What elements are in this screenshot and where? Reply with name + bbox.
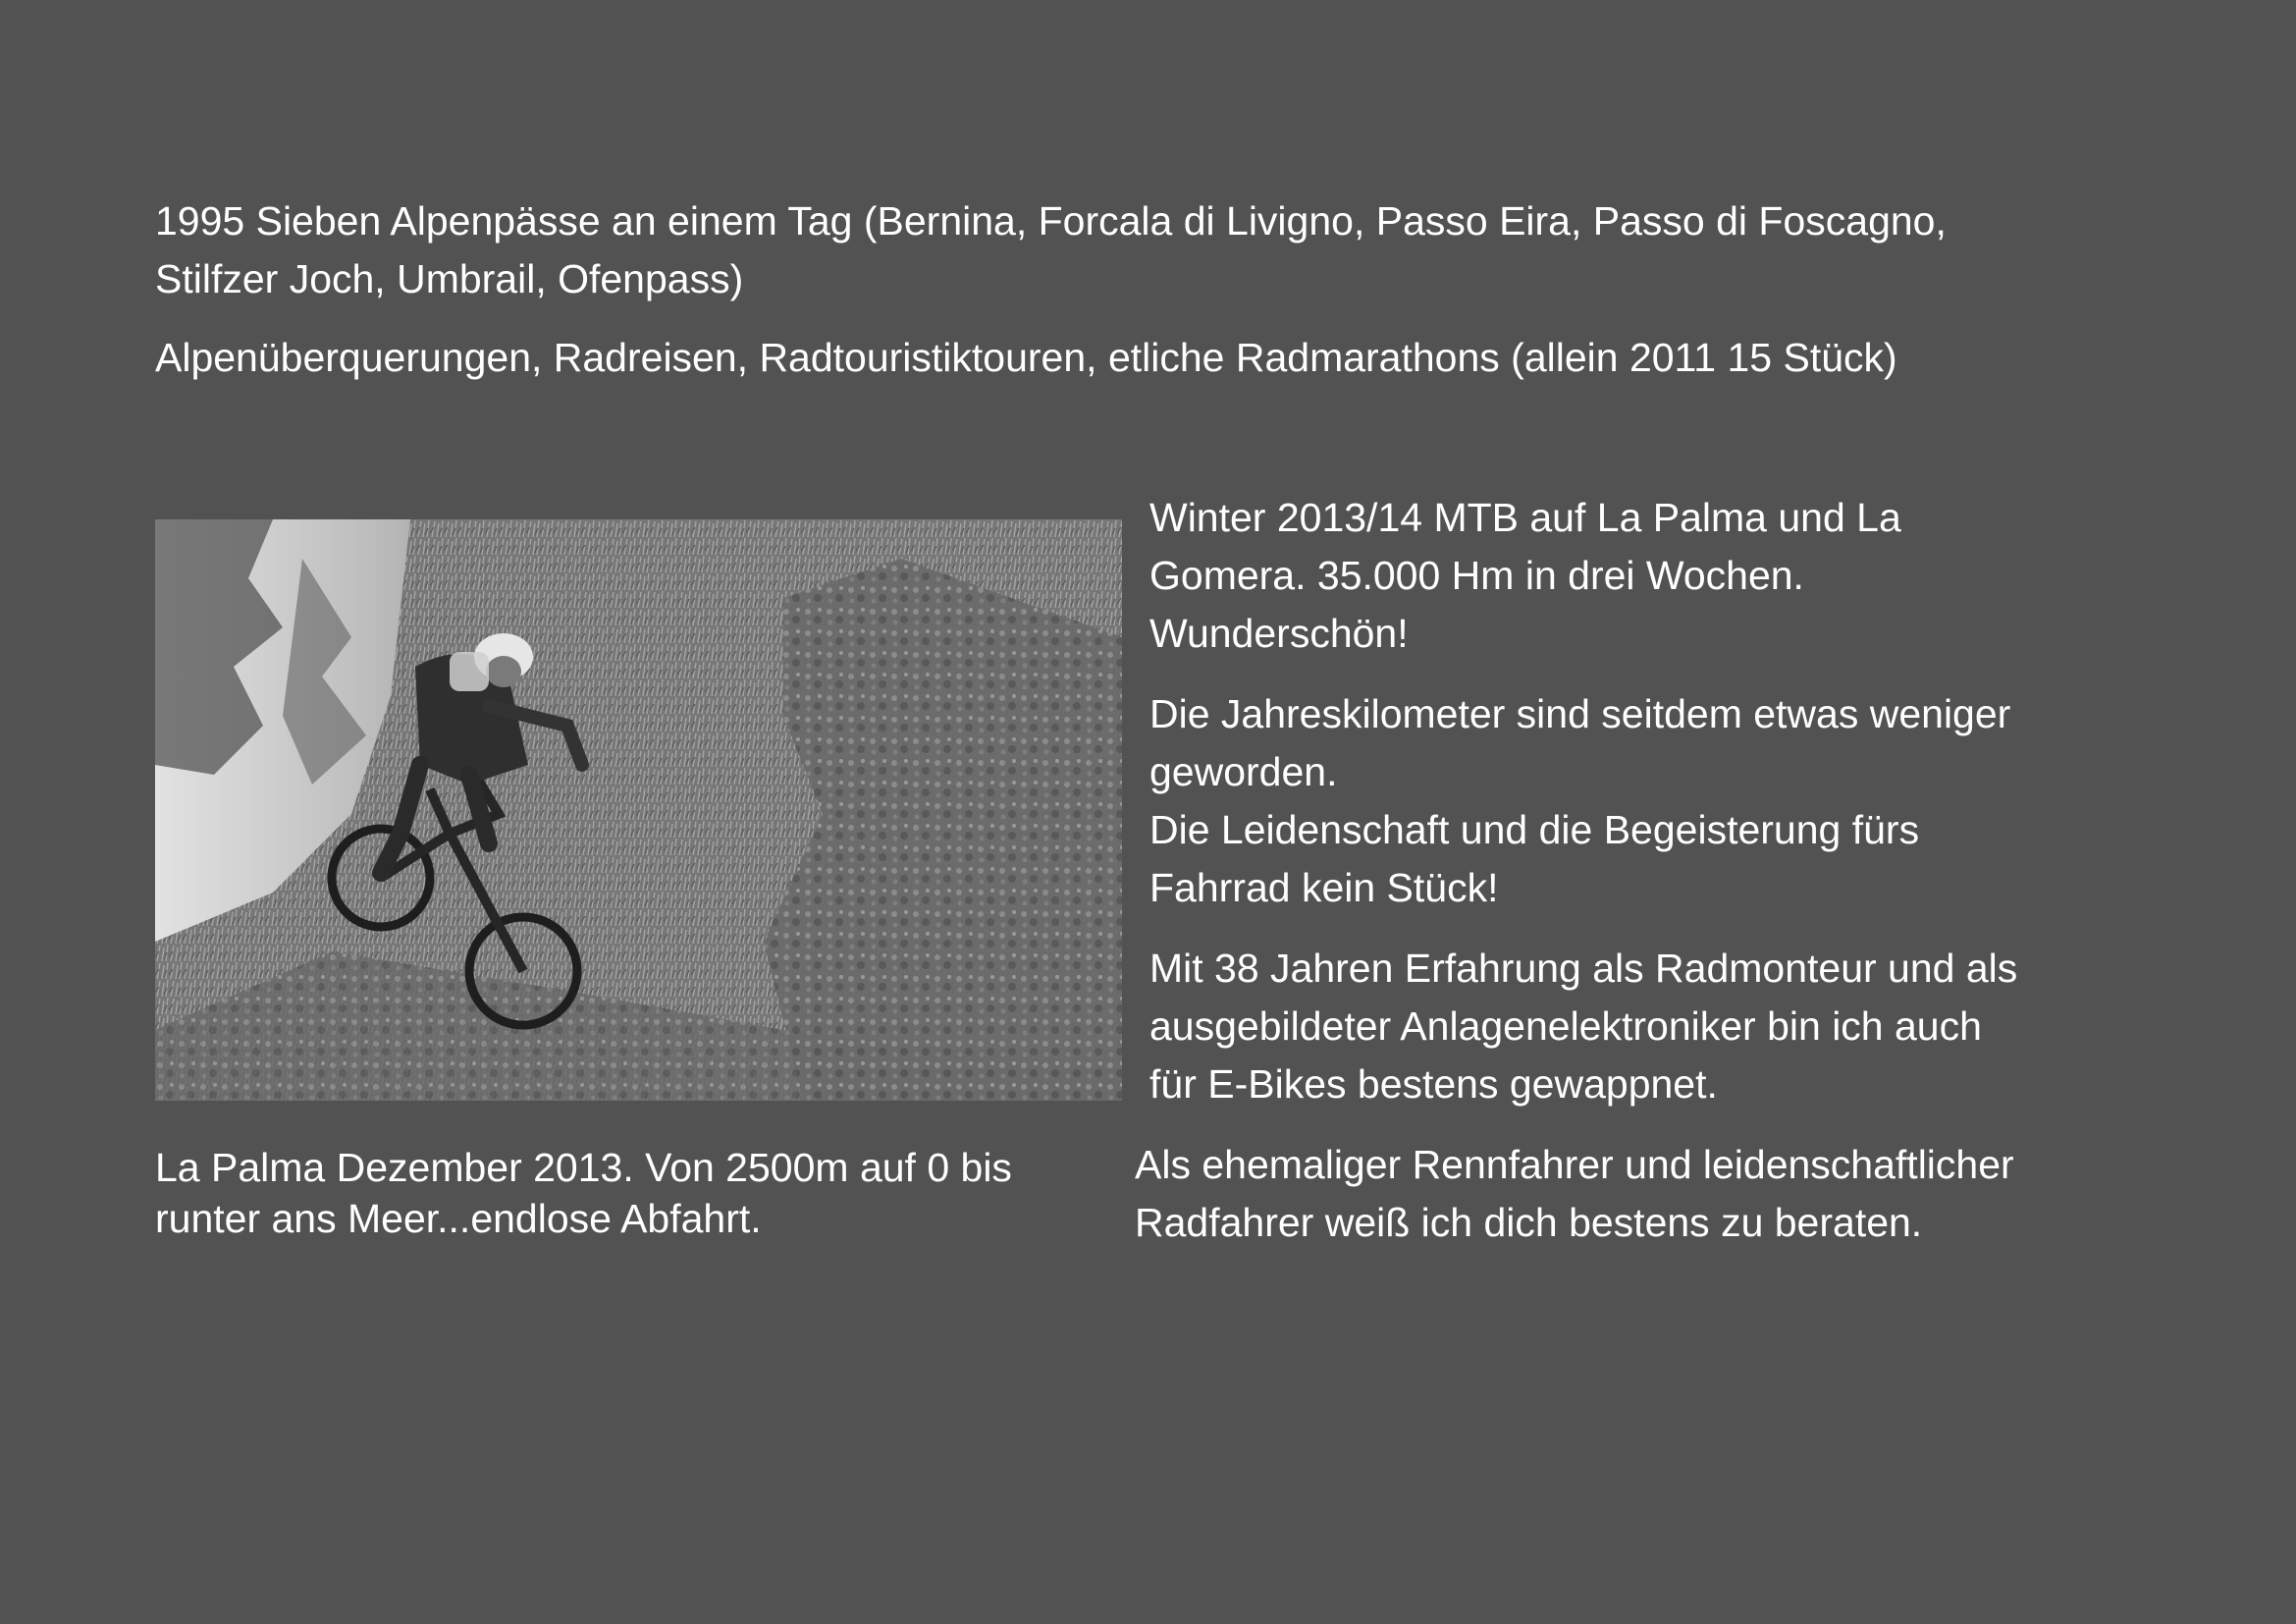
- text-line: Wunderschön!: [1149, 611, 1409, 656]
- intro-paragraph-crossings: [155, 329, 1897, 387]
- text-line: Stilfzer Joch, Umbrail, Ofenpass): [155, 256, 744, 301]
- text-line: geworden.: [1149, 749, 1338, 794]
- text-line: 1995 Sieben Alpenpässe an einem Tag (Bernina, Forcala di Livigno, Passo Eira, Passo di Foscagno,: [155, 198, 1947, 244]
- text-line: ausgebildeter Anlagenelektroniker bin ich auch: [1149, 1003, 1982, 1049]
- paragraph-winter-mtb: [1149, 489, 1901, 663]
- text-line: Winter 2013/14 MTB auf La Palma und La: [1149, 495, 1901, 540]
- text-line: Alpenüberquerungen, Radreisen, Radtouristiktouren, etliche Radmarathons (allein 2011 15 Stück): [155, 335, 1897, 380]
- text-line: Gomera. 35.000 Hm in drei Wochen.: [1149, 553, 1804, 598]
- text-line: La Palma Dezember 2013. Von 2500m auf 0 bis: [155, 1145, 1012, 1190]
- text-line: Fahrrad kein Stück!: [1149, 865, 1499, 910]
- text-line: runter ans Meer...endlose Abfahrt.: [155, 1196, 762, 1241]
- text-line: Radfahrer weiß ich dich bestens zu beraten.: [1135, 1200, 1923, 1245]
- paragraph-experience: [1149, 940, 2017, 1113]
- paragraph-yearly-kilometers: [1149, 685, 2010, 917]
- text-line: für E-Bikes bestens gewappnet.: [1149, 1061, 1718, 1107]
- text-line: Mit 38 Jahren Erfahrung als Radmonteur und als: [1149, 946, 2018, 991]
- photo-caption: [155, 1142, 1012, 1244]
- paragraph-former-racer: [1135, 1136, 2014, 1252]
- text-line: Die Leidenschaft und die Begeisterung fürs: [1149, 807, 1920, 852]
- intro-paragraph-alpine-passes: [155, 192, 1947, 308]
- text-line: Als ehemaliger Rennfahrer und leidenschaftlicher: [1135, 1142, 2014, 1187]
- photo-illustration: [155, 519, 1122, 1101]
- text-line: Die Jahreskilometer sind seitdem etwas weniger: [1149, 691, 2011, 736]
- mountain-biker-photo: [155, 519, 1122, 1101]
